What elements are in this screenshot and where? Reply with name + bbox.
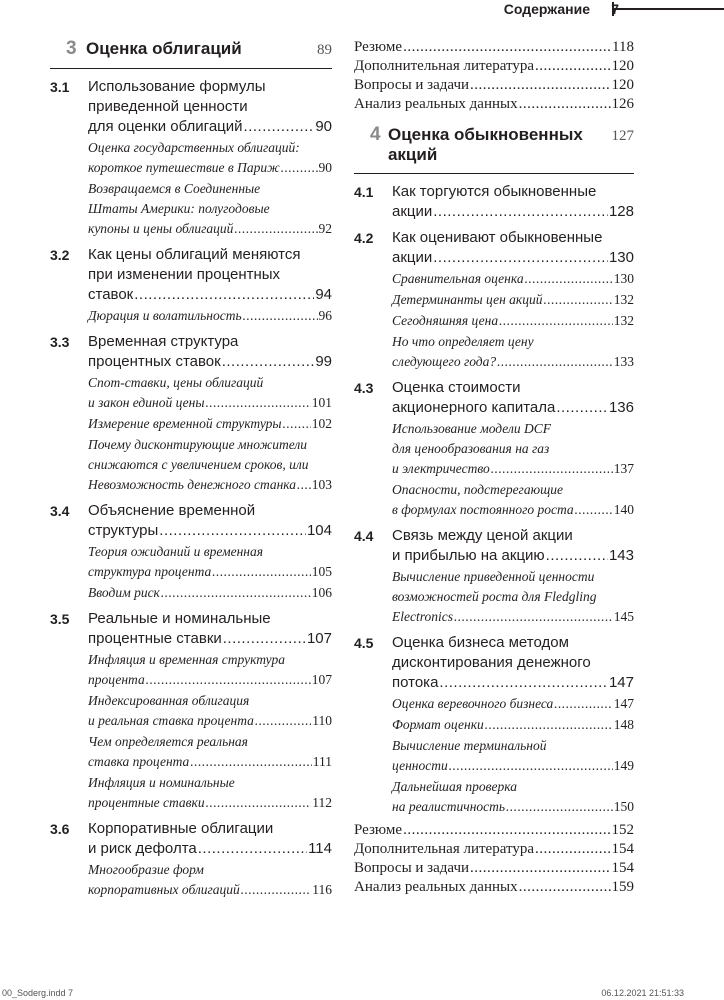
entry-line: процентные ставки	[88, 630, 222, 647]
dot-leader	[255, 711, 311, 731]
section-title	[392, 526, 634, 566]
dot-leader	[439, 673, 608, 693]
entry-page: 143	[608, 547, 634, 564]
dot-leader	[297, 475, 311, 495]
entry-last-line	[392, 352, 634, 372]
entry-line: структура процента	[88, 564, 212, 579]
entry-page: 106	[311, 585, 332, 600]
subsection-entry	[88, 138, 332, 178]
dot-leader	[234, 219, 317, 239]
entry-line: купоны и цены облигаций	[88, 221, 234, 236]
section-title	[88, 501, 332, 541]
chapter-number: 4	[370, 124, 381, 145]
subsection-entry	[392, 777, 634, 817]
toc-left-column	[50, 38, 332, 900]
dot-leader	[134, 285, 314, 305]
entry-page: 147	[613, 696, 634, 711]
chapter-heading	[50, 38, 332, 69]
entry-last-line	[88, 158, 332, 178]
section-entry	[354, 633, 634, 817]
entry-last-line	[88, 752, 332, 772]
entry-page: 96	[318, 308, 332, 323]
toc-item-label: Резюме	[354, 39, 403, 55]
section-number: 3.1	[50, 79, 70, 95]
entry-last-line	[88, 414, 332, 434]
toc-item-label: Резюме	[354, 822, 403, 838]
section-entry	[50, 609, 332, 813]
entry-line: Опасности, подстерегающие	[392, 482, 564, 497]
entry-page: 107	[311, 672, 332, 687]
entry-line: акции	[392, 249, 433, 266]
entry-line: и прибылью на акцию	[392, 547, 545, 564]
entry-line: и реальная ставка процента	[88, 713, 254, 728]
footer-file: 00_Soderg.indd 7	[2, 988, 74, 998]
dot-leader	[554, 694, 612, 714]
entry-line: и закон единой цены	[88, 395, 205, 410]
entry-line: Реальные и номинальные	[88, 610, 271, 627]
entry-page: 92	[318, 221, 332, 236]
section-title	[88, 332, 332, 372]
entry-line: на реалистичность	[392, 799, 506, 814]
dot-leader	[556, 398, 608, 418]
entry-last-line	[88, 562, 332, 582]
dot-leader	[535, 840, 611, 859]
entry-last-line	[88, 629, 332, 649]
entry-last-line	[392, 269, 634, 289]
dot-leader	[525, 269, 613, 289]
entry-line: Инфляция и номинальные	[88, 775, 235, 790]
entry-line: Многообразие форм	[88, 862, 204, 877]
section-title	[88, 77, 332, 137]
subsection-entry	[392, 567, 634, 627]
entry-page: 111	[312, 754, 332, 769]
entry-last-line	[392, 398, 634, 418]
entry-last-line	[88, 475, 332, 495]
entry-line: Дальнейшая проверка	[392, 779, 517, 794]
subsection-entry	[88, 583, 332, 603]
dot-leader	[146, 670, 311, 690]
entry-page: 130	[608, 249, 634, 266]
dot-leader	[222, 352, 315, 372]
chapter-page: 127	[611, 128, 634, 144]
entry-last-line	[88, 393, 332, 413]
entry-line: приведенной ценности	[88, 98, 248, 115]
entry-last-line	[392, 500, 634, 520]
section-entry	[50, 77, 332, 239]
toc-item	[354, 821, 634, 840]
section-number: 4.5	[354, 635, 374, 651]
entry-last-line	[88, 219, 332, 239]
entry-page: 94	[315, 286, 332, 303]
dot-leader	[497, 352, 613, 372]
subsection-entry	[392, 480, 634, 520]
entry-line: Как цены облигаций меняются	[88, 246, 301, 263]
entry-line: Оценка стоимости	[392, 379, 521, 396]
section-entry	[354, 182, 634, 222]
entry-page: 114	[308, 840, 332, 857]
dot-leader	[535, 57, 611, 76]
subsection-entry	[88, 373, 332, 413]
subsection-entry	[88, 414, 332, 434]
entry-line: при изменении процентных	[88, 266, 281, 283]
running-head-title: Содержание	[503, 1, 590, 17]
toc-item-label: Анализ реальных данных	[354, 879, 518, 895]
entry-line: снижаются с увеличением сроков, или	[88, 457, 309, 472]
section-title	[88, 245, 332, 305]
entry-page: 132	[613, 313, 634, 328]
entry-line: Инфляция и временная структура	[88, 652, 285, 667]
dot-leader	[433, 248, 608, 268]
toc-item-page: 154	[611, 841, 634, 857]
entry-last-line	[392, 756, 634, 776]
dot-leader	[212, 562, 311, 582]
entry-line: Спот-ставки, цены облигаций	[88, 375, 264, 390]
dot-leader	[506, 797, 613, 817]
dot-leader	[403, 821, 610, 840]
dot-leader	[470, 859, 610, 878]
entry-line: Оценка государственных облигаций:	[88, 140, 300, 155]
dot-leader	[281, 158, 318, 178]
entry-line: Дюрация и волатильность	[88, 308, 242, 323]
entry-line: корпоративных облигаций	[88, 882, 240, 897]
right-sections	[354, 182, 634, 817]
entry-line: Штаты Америки: полугодовые	[88, 201, 270, 216]
entry-last-line	[392, 459, 634, 479]
entry-last-line	[392, 673, 634, 693]
entry-page: 90	[315, 118, 332, 135]
section-title	[392, 633, 634, 693]
subsection-entry	[88, 732, 332, 772]
entry-line: Временная структура	[88, 333, 239, 350]
section-number: 3.5	[50, 611, 70, 627]
entry-line: процентных ставок	[88, 353, 221, 370]
entry-line: возможностей роста для Fledgling	[392, 589, 597, 604]
chapter-number: 3	[66, 38, 77, 59]
entry-line: Electronics	[392, 609, 453, 624]
toc-item-label: Вопросы и задачи	[354, 77, 470, 93]
subsection-entry	[88, 542, 332, 582]
section-title	[88, 819, 332, 859]
dot-leader	[243, 306, 318, 326]
entry-page: 149	[613, 758, 634, 773]
subsection-entry	[392, 419, 634, 479]
dot-leader	[449, 756, 613, 776]
entry-line: в формулах постоянного роста	[392, 502, 574, 517]
toc-item-label: Дополнительная литература	[354, 841, 534, 857]
entry-last-line	[392, 546, 634, 566]
entry-page: 116	[312, 882, 332, 897]
section-number: 4.1	[354, 184, 374, 200]
right-top-items	[354, 38, 634, 114]
section-number: 4.3	[354, 380, 374, 396]
entry-line: Почему дисконтирующие множители	[88, 437, 308, 452]
dot-leader	[159, 521, 306, 541]
entry-line: процента	[88, 672, 145, 687]
dot-leader	[198, 839, 307, 859]
entry-page: 132	[613, 292, 634, 307]
entry-page: 150	[613, 799, 634, 814]
entry-line: ценности	[392, 758, 448, 773]
entry-page: 136	[608, 399, 634, 416]
entry-line: Оценка веревочного бизнеса	[392, 696, 554, 711]
dot-leader	[519, 878, 611, 897]
section-entry	[354, 228, 634, 372]
section-entry	[50, 501, 332, 603]
dot-leader	[206, 393, 311, 413]
section-title	[392, 228, 634, 268]
dot-leader	[499, 311, 613, 331]
entry-page: 90	[318, 160, 332, 175]
dot-leader	[206, 793, 312, 813]
entry-line: структуры	[88, 522, 159, 539]
entry-line: акции	[392, 203, 433, 220]
toc-item-page: 159	[611, 879, 634, 895]
running-head-tick	[612, 2, 614, 16]
entry-page: 147	[608, 674, 634, 691]
entry-page: 145	[613, 609, 634, 624]
dot-leader	[470, 76, 610, 95]
entry-page: 137	[613, 461, 634, 476]
entry-page: 130	[613, 271, 634, 286]
entry-page: 140	[613, 502, 634, 517]
entry-line: Использование модели DCF	[392, 421, 551, 436]
toc-item-page: 120	[611, 77, 634, 93]
entry-page: 148	[613, 717, 634, 732]
right-bottom-items	[354, 821, 634, 897]
entry-last-line	[392, 715, 634, 735]
entry-line: Индексированная облигация	[88, 693, 250, 708]
entry-line: Теория ожиданий и временная	[88, 544, 264, 559]
subsection-entry	[392, 311, 634, 331]
entry-line: Связь между ценой акции	[392, 527, 573, 544]
entry-page: 99	[315, 353, 332, 370]
toc-item	[354, 76, 634, 95]
toc-item-label: Анализ реальных данных	[354, 96, 518, 112]
toc-item	[354, 38, 634, 57]
section-entry	[50, 245, 332, 326]
entry-line: и риск дефолта	[88, 840, 197, 857]
entry-line: Детерминанты цен акций	[392, 292, 543, 307]
entry-last-line	[88, 583, 332, 603]
entry-last-line	[88, 793, 332, 813]
entry-last-line	[88, 521, 332, 541]
section-title	[88, 609, 332, 649]
dot-leader	[519, 95, 611, 114]
subsection-entry	[88, 691, 332, 731]
subsection-entry	[392, 694, 634, 714]
entry-last-line	[88, 285, 332, 305]
subsection-entry	[392, 290, 634, 310]
entry-line: Объяснение временной	[88, 502, 256, 519]
entry-last-line	[88, 880, 332, 900]
dot-leader	[485, 715, 613, 735]
entry-line: ставка процента	[88, 754, 190, 769]
entry-line: Но что определяет цену	[392, 334, 534, 349]
entry-page: 104	[306, 522, 332, 539]
entry-page: 110	[312, 713, 332, 728]
entry-line: Измерение временной структуры	[88, 416, 282, 431]
footer-timestamp: 06.12.2021 21:51:33	[601, 988, 684, 998]
entry-line: дисконтирования денежного	[392, 654, 591, 671]
subsection-entry	[88, 773, 332, 813]
entry-last-line	[88, 711, 332, 731]
dot-leader	[223, 629, 306, 649]
entry-line: Оценка бизнеса методом	[392, 634, 569, 651]
entry-line: Как торгуются обыкновенные	[392, 183, 597, 200]
section-entry	[354, 378, 634, 520]
entry-last-line	[392, 311, 634, 331]
entry-line: короткое путешествие в Париж	[88, 160, 280, 175]
entry-line: Использование формулы	[88, 78, 266, 95]
section-number: 3.3	[50, 334, 70, 350]
toc-item-page: 152	[611, 822, 634, 838]
entry-last-line	[88, 839, 332, 859]
entry-line: процентные ставки	[88, 795, 205, 810]
entry-line: Как оценивают обыкновенные	[392, 229, 603, 246]
toc-item-page: 154	[611, 860, 634, 876]
entry-line: акционерного капитала	[392, 399, 556, 416]
entry-page: 107	[306, 630, 332, 647]
section-entry	[50, 332, 332, 495]
chapter-heading	[354, 124, 634, 174]
entry-line: ставок	[88, 286, 134, 303]
entry-page: 105	[311, 564, 332, 579]
subsection-entry	[88, 860, 332, 900]
entry-last-line	[88, 117, 332, 137]
dot-leader	[244, 117, 315, 137]
entry-line: Формат оценки	[392, 717, 484, 732]
section-entry	[354, 526, 634, 627]
entry-line: Сегодняшняя цена	[392, 313, 499, 328]
entry-line: следующего года?	[392, 354, 497, 369]
dot-leader	[575, 500, 613, 520]
entry-line: Сравнительная оценка	[392, 271, 524, 286]
entry-last-line	[392, 607, 634, 627]
section-entry	[50, 819, 332, 900]
entry-line: Вычисление терминальной	[392, 738, 547, 753]
entry-line: для ценообразования на газ	[392, 441, 550, 456]
entry-page: 102	[311, 416, 332, 431]
chapter-title: Оценка облигаций	[86, 39, 242, 58]
toc-item	[354, 95, 634, 114]
subsection-entry	[392, 269, 634, 289]
toc-item-page: 118	[612, 39, 634, 55]
toc-item	[354, 840, 634, 859]
chapter-page: 89	[317, 42, 332, 58]
entry-line: Вводим риск	[88, 585, 160, 600]
subsection-entry	[88, 435, 332, 495]
dot-leader	[433, 202, 608, 222]
section-number: 3.4	[50, 503, 70, 519]
section-title	[392, 378, 634, 418]
print-footer	[0, 986, 724, 1000]
dot-leader	[454, 607, 613, 627]
left-sections	[50, 77, 332, 900]
entry-line: для оценки облигаций	[88, 118, 243, 135]
toc-item-page: 126	[611, 96, 634, 112]
entry-last-line	[392, 248, 634, 268]
entry-last-line	[392, 694, 634, 714]
running-head	[0, 0, 724, 22]
subsection-entry	[392, 332, 634, 372]
subsection-entry	[88, 650, 332, 690]
entry-last-line	[88, 306, 332, 326]
dot-leader	[283, 414, 311, 434]
entry-page: 128	[608, 203, 634, 220]
entry-page: 103	[311, 477, 332, 492]
entry-line: потока	[392, 674, 439, 691]
entry-last-line	[392, 202, 634, 222]
entry-line: Чем определяется реальная	[88, 734, 248, 749]
subsection-entry	[392, 715, 634, 735]
entry-line: Невозможность денежного станка	[88, 477, 297, 492]
section-number: 3.2	[50, 247, 70, 263]
subsection-entry	[88, 306, 332, 326]
toc-item-page: 120	[611, 58, 634, 74]
chapter-title: Оценка обыкновенных акций	[387, 125, 583, 164]
dot-leader	[403, 38, 611, 57]
entry-last-line	[88, 352, 332, 372]
entry-page: 112	[312, 795, 332, 810]
entry-line: Возвращаемся в Соединенные	[88, 181, 261, 196]
subsection-entry	[88, 179, 332, 239]
entry-line: Корпоративные облигации	[88, 820, 274, 837]
entry-last-line	[392, 290, 634, 310]
dot-leader	[491, 459, 613, 479]
toc-item	[354, 878, 634, 897]
dot-leader	[161, 583, 311, 603]
section-title	[392, 182, 634, 222]
entry-last-line	[88, 670, 332, 690]
toc-item	[354, 859, 634, 878]
dot-leader	[543, 290, 612, 310]
entry-page: 101	[311, 395, 332, 410]
section-number: 4.2	[354, 230, 374, 246]
entry-line: и электричество	[392, 461, 490, 476]
dot-leader	[546, 546, 608, 566]
entry-line: Вычисление приведенной ценности	[392, 569, 595, 584]
section-number: 4.4	[354, 528, 374, 544]
subsection-entry	[392, 736, 634, 776]
entry-page: 133	[613, 354, 634, 369]
toc-right-column	[354, 38, 634, 897]
toc-item-label: Вопросы и задачи	[354, 860, 470, 876]
entry-last-line	[392, 797, 634, 817]
dot-leader	[241, 880, 311, 900]
section-number: 3.6	[50, 821, 70, 837]
running-head-rule	[612, 8, 724, 10]
dot-leader	[190, 752, 311, 772]
toc-item	[354, 57, 634, 76]
toc-item-label: Дополнительная литература	[354, 58, 534, 74]
